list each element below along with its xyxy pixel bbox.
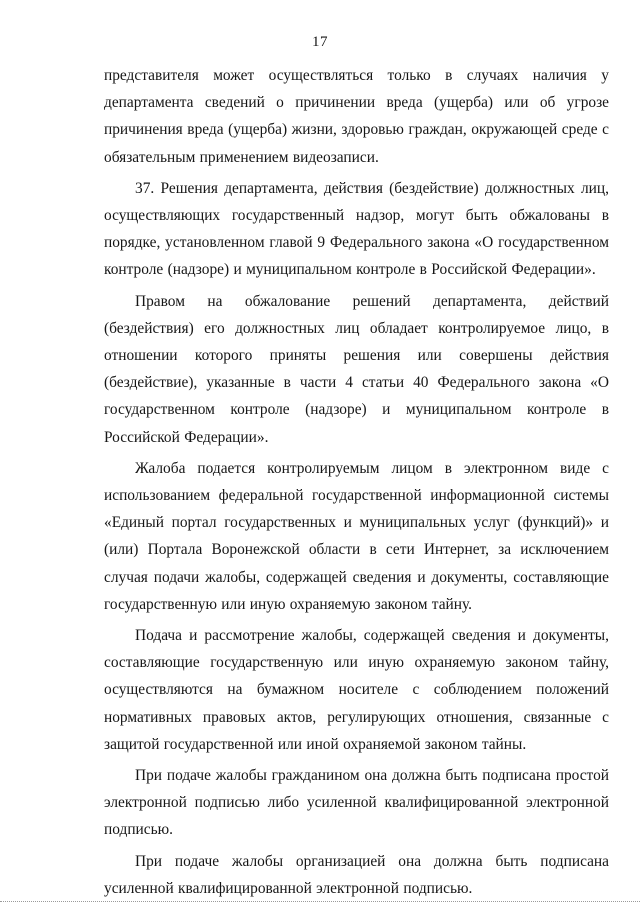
paragraph-citizen-signature: При подаче жалобы гражданином она должна быть подписана простой электронной подписью либо усиленной квалифицированной электронной подписью. [104, 767, 609, 839]
page-bottom-divider [0, 901, 640, 902]
paragraph-right-to-appeal: Правом на обжалование решений департамента, действий (бездействия) его должностных лиц обладает контролируемое лицо, в отношении которого приняты решения или совершены действия (бездействие), указанные в части 4 статьи 40 Федерального закона «О государственном контроле (надзоре) и муниципальном контроле в Российской Федерации». [104, 292, 609, 446]
paragraph-item-37: 37. Решения департамента, действия (бездействие) должностных лиц, осуществляющих государственный надзор, могут быть обжалованы в порядке, установленном главой 9 Федерального закона «О государственном контроле (надзоре) и муниципальном контроле в Российской Федерации». [104, 179, 609, 279]
document-body [104, 62, 609, 902]
paragraph-electronic-filing: Жалоба подается контролируемым лицом в электронном виде с использованием федеральной государственной информационной системы «Единый портал государственных и муниципальных услуг (функций)» и (или) Портала Воронежской области в сети Интернет, за исключением случая подачи жалобы, содержащей сведения и документы, составляющие государственную или иную охраняемую законом тайну. [104, 459, 609, 613]
page-number: 17 [312, 34, 328, 50]
paragraph-continuation: представителя может осуществляться только в случаях наличия у департамента сведений о причинении вреда (ущерба) или об угрозе причинения вреда (ущерба) жизни, здоровью граждан, окружающей среде с обязательным применением видеозаписи. [104, 67, 609, 166]
paragraph-paper-filing: Подача и рассмотрение жалобы, содержащей сведения и документы, составляющие государственную или иную охраняемую законом тайну, осуществляются на бумажном носителе с соблюдением положений нормативных правовых актов, регулирующих отношения, связанные с защитой государственной или иной охраняемой законом тайны. [104, 627, 609, 753]
paragraph-organization-signature: При подаче жалобы организацией она должна быть подписана усиленной квалифицированной электронной подписью. [104, 852, 609, 897]
